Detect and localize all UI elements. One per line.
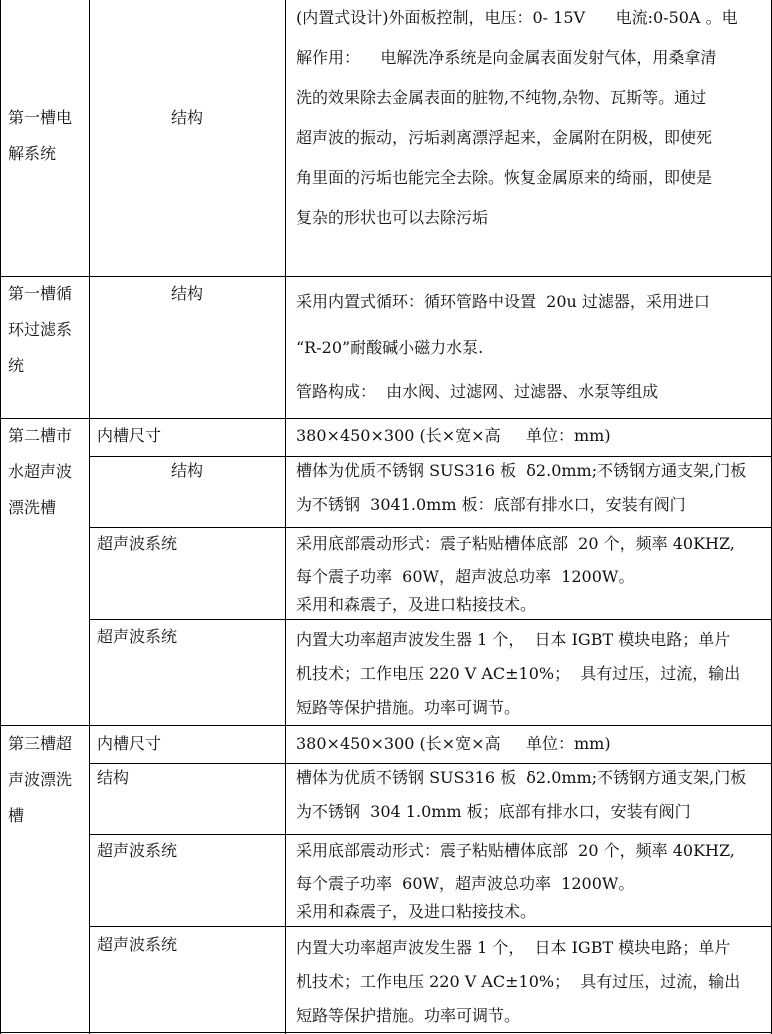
row-content-line: 每个震子功率 60W，超声波总功率 1200W。	[296, 874, 635, 893]
row-label: 内槽尺寸	[97, 426, 162, 445]
row-content-line: 管路构成： 由水阀、过滤网、过滤器、水泵等组成	[296, 382, 659, 401]
row-content-line: 机技术；工作电压 220 V AC±10%； 具有过压，过流，输出	[296, 972, 741, 991]
row-content-line: 角里面的污垢也能完全去除。恢复金属原来的绮丽，即使是	[296, 168, 713, 187]
section-label-line: 水超声波	[8, 462, 73, 481]
row-content-line: 每个震子功率 60W，超声波总功率 1200W。	[296, 567, 635, 586]
row-label: 结构	[171, 461, 204, 480]
section-label-line: 漂洗槽	[8, 498, 57, 517]
row-content-line: 380×450×300 (长×宽×高 单位：mm)	[296, 426, 611, 445]
row-content-line: 解作用： 电解洗净系统是向金属表面发射气体，用桑拿清	[296, 48, 717, 67]
row-border-3	[89, 763, 772, 764]
row-label: 超声波系统	[97, 534, 178, 553]
row-content-line: 为不锈钢 304 1.0mm 板；底部有排水口，安装有阀门	[296, 802, 691, 821]
table-border-left	[0, 0, 1, 1034]
row-content-line: 内置大功率超声波发生器 1 个， 日本 IGBT 模块电路；单片	[296, 938, 731, 957]
row-border-4	[89, 834, 772, 835]
row-label: 结构	[171, 108, 204, 127]
row-label: 结构	[171, 284, 204, 303]
row-label: 超声波系统	[97, 841, 178, 860]
row-content-line: 洗的效果除去金属表面的脏物,不纯物,杂物、瓦斯等。通过	[296, 88, 707, 107]
row-border-1	[89, 527, 772, 528]
row-label: 超声波系统	[97, 627, 178, 646]
section-label-line: 槽	[8, 806, 25, 825]
table-divider-col2	[285, 0, 286, 1034]
section-border-2	[0, 418, 772, 419]
row-content-line: 机技术；工作电压 220 V AC±10%； 具有过压，过流，输出	[296, 664, 741, 683]
row-content-line: 为不锈钢 3041.0mm 板：底部有排水口，安装有阀门	[296, 495, 686, 514]
row-content-line: 短路等保护措施。功率可调节。	[296, 698, 521, 717]
row-content-line: 复杂的形状也可以去除污垢	[296, 208, 489, 227]
section-border-3	[0, 725, 772, 726]
row-label: 超声波系统	[97, 935, 178, 954]
row-border-2	[89, 619, 772, 620]
section-label-line: 第三槽超	[8, 734, 73, 753]
row-border-5	[89, 926, 772, 927]
row-content-line: 采用内置式循环：循环管路中设置 20u 过滤器，采用进口	[296, 292, 710, 311]
row-content-line: 采用底部震动形式：震子粘贴槽体底部 20 个，频率 40KHZ,	[296, 534, 735, 553]
section-label-line: 第一槽电	[8, 108, 73, 127]
row-content-line: 槽体为优质不锈钢 SUS316 板 δ2.0mm;不锈钢方通支架,门板	[296, 461, 747, 480]
row-content-line: 内置大功率超声波发生器 1 个， 日本 IGBT 模块电路；单片	[296, 630, 731, 649]
row-content-line: 超声波的振动，污垢剥离漂浮起来，金属附在阴极，即使死	[296, 128, 713, 147]
section-border-1	[0, 276, 772, 277]
section-label-line: 环过滤系	[8, 320, 73, 339]
section-label-line: 第二槽市	[8, 426, 73, 445]
row-border-0	[89, 456, 772, 457]
row-content-line: 采用和森震子，及进口粘接技术。	[296, 902, 537, 921]
section-label-line: 解系统	[8, 144, 57, 163]
table-border-bottom	[0, 1032, 772, 1033]
table-divider-col1	[89, 0, 90, 1034]
row-content-line: 槽体为优质不锈钢 SUS316 板 δ2.0mm;不锈钢方通支架,门板	[296, 768, 747, 787]
row-content-line: 短路等保护措施。功率可调节。	[296, 1006, 521, 1025]
section-label-line: 统	[8, 356, 25, 375]
row-content-line: “R-20”耐酸碱小磁力水泵.	[296, 338, 484, 357]
row-content-line: 采用底部震动形式：震子粘贴槽体底部 20 个，频率 40KHZ,	[296, 841, 735, 860]
row-content-line: (内置式设计)外面板控制，电压：0- 15V 电流:0-50A 。电	[296, 8, 738, 27]
section-label-line: 声波漂洗	[8, 770, 73, 789]
row-label: 结构	[97, 768, 130, 787]
row-label: 内槽尺寸	[97, 734, 162, 753]
row-content-line: 380×450×300 (长×宽×高 单位：mm)	[296, 734, 611, 753]
section-label-line: 第一槽循	[8, 284, 73, 303]
row-content-line: 采用和森震子，及进口粘接技术。	[296, 595, 537, 614]
